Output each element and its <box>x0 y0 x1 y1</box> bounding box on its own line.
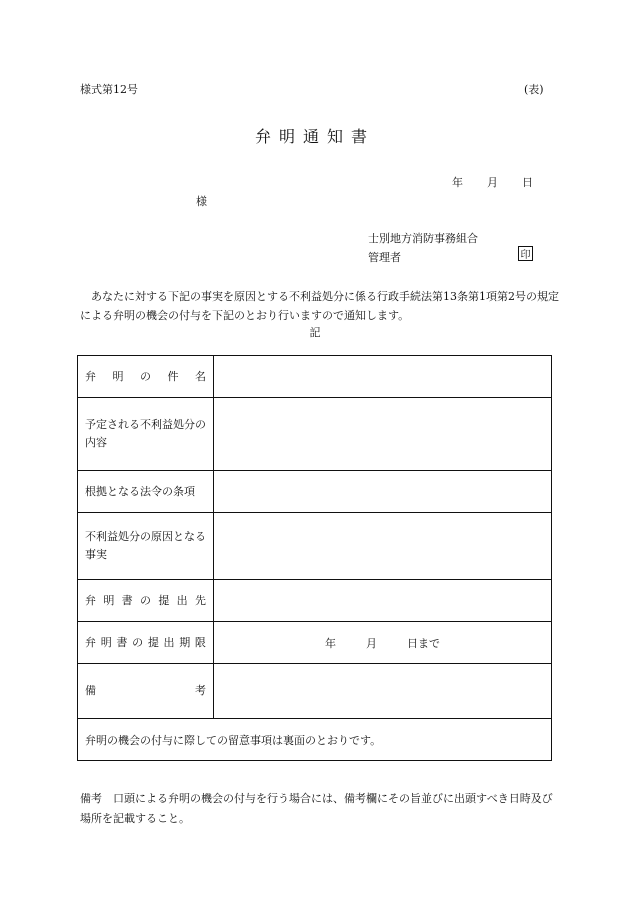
label-char: 限 <box>194 635 206 649</box>
date-year: 年 <box>452 176 463 189</box>
label-char: 弁 <box>85 593 96 607</box>
label-case-name <box>78 356 214 398</box>
value-submission-deadline[interactable] <box>214 622 552 664</box>
value-cause-facts[interactable] <box>214 513 552 580</box>
notice-body-text: あなたに対する下記の事実を原因とする不利益処分に係る行政手続法第13条第1項第2号の規定による弁明の機会の付与を下記のとおり行いますので通知します。 <box>80 290 559 322</box>
date-day: 日 <box>522 176 533 189</box>
label-char: 件 <box>167 369 179 383</box>
value-submission-to[interactable] <box>214 580 552 622</box>
table-row <box>78 398 552 471</box>
label-char: の <box>140 369 151 383</box>
submission-deadline-label <box>85 634 206 652</box>
value-case-name[interactable] <box>214 356 552 398</box>
label-remarks <box>78 664 214 719</box>
table-row <box>78 580 552 622</box>
value-planned-disposition[interactable] <box>214 398 552 471</box>
ki-heading: 記 <box>309 326 321 339</box>
table-row <box>78 356 552 398</box>
value-legal-basis[interactable] <box>214 471 552 513</box>
label-char: 提 <box>147 635 159 649</box>
date-line <box>452 174 533 190</box>
deadline-day: 日まで <box>407 636 440 650</box>
label-submission-deadline <box>78 622 214 664</box>
label-char: 明 <box>112 369 124 383</box>
label-char: の <box>139 593 151 607</box>
remarks-note-label: 備考 <box>80 792 102 805</box>
label-char: 備 <box>85 684 96 697</box>
table-footer-note: 弁明の機会の付与に際しての留意事項は裏面のとおりです。 <box>78 719 552 761</box>
case-name-label <box>85 368 206 386</box>
label-submission-to <box>78 580 214 622</box>
front-side-label: (表) <box>524 83 544 96</box>
label-legal-basis: 根拠となる法令の条項 <box>78 471 214 513</box>
table-row <box>78 513 552 580</box>
table-row <box>78 622 552 664</box>
remarks-note-text: 口頭による弁明の機会の付与を行う場合には、備考欄にその旨並びに出頭すべき日時及び場所を記載すること。 <box>80 792 553 825</box>
label-char: 書 <box>116 635 128 649</box>
issuer-title: 管理者 <box>368 251 401 264</box>
label-char: 名 <box>195 369 206 383</box>
table-row <box>78 664 552 719</box>
deadline-month: 月 <box>366 636 377 650</box>
label-char: 弁 <box>85 369 96 383</box>
label-char: 先 <box>194 593 206 607</box>
table-row <box>78 471 552 513</box>
label-cause-facts: 不利益処分の原因となる事実 <box>78 513 214 580</box>
label-char: 考 <box>195 684 206 697</box>
label-char: の <box>132 635 144 649</box>
date-month: 月 <box>487 176 498 189</box>
submission-to-label <box>85 592 206 610</box>
notice-table <box>77 355 552 761</box>
label-char: 期 <box>179 635 191 649</box>
seal-mark: 印 <box>518 246 533 261</box>
label-char: 弁 <box>85 635 96 649</box>
label-char: 明 <box>103 593 115 607</box>
issuer-organization: 士別地方消防事務組合 <box>368 232 478 245</box>
label-char: 書 <box>121 593 133 607</box>
label-char: 提 <box>158 593 170 607</box>
remarks-label <box>85 682 206 700</box>
label-planned-disposition: 予定される不利益処分の内容 <box>78 398 214 471</box>
table-row <box>78 719 552 761</box>
label-char: 明 <box>100 635 112 649</box>
label-char: 出 <box>163 635 175 649</box>
addressee-suffix: 様 <box>196 195 207 208</box>
value-remarks[interactable] <box>214 664 552 719</box>
label-char: 出 <box>176 593 188 607</box>
notice-body <box>80 287 560 325</box>
deadline-year: 年 <box>325 636 336 650</box>
document-title: 弁明通知書 <box>254 127 375 146</box>
form-number: 様式第12号 <box>80 83 138 96</box>
remarks-note <box>80 789 560 829</box>
